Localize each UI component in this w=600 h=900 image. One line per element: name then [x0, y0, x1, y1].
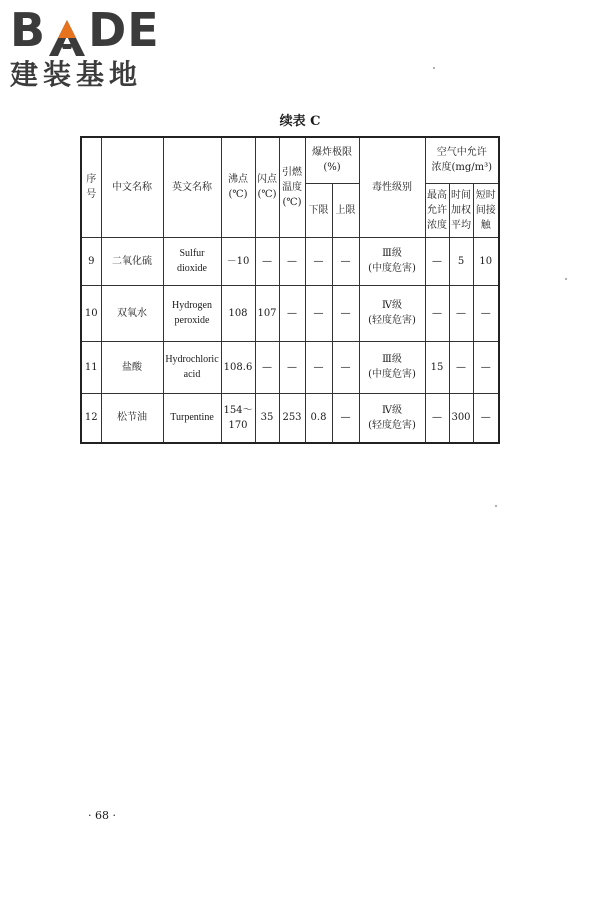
row-time-weighted: 5: [449, 237, 473, 285]
row-time-weighted: —: [449, 341, 473, 393]
header-max-allowed: 最高 允许 浓度: [425, 183, 449, 237]
logo-letters-de: DE: [88, 3, 160, 57]
table-title: 续表 C: [279, 114, 321, 129]
row-lower-limit: —: [305, 341, 332, 393]
row-flash-point: —: [255, 237, 279, 285]
page-number: · 68 ·: [88, 809, 116, 822]
row-cn-name: 二氧化硫: [101, 237, 163, 285]
row-flash-point: 35: [255, 393, 279, 443]
scan-speck: [565, 278, 567, 280]
row-en-name: Turpentine: [163, 393, 221, 443]
row-en-name: Hydrochloric acid: [163, 341, 221, 393]
header-toxicity: 毒性级别: [359, 137, 425, 237]
logo-subtitle: 建装基地: [10, 58, 143, 91]
row-flash-point: —: [255, 341, 279, 393]
header-cn-name: 中文名称: [101, 137, 163, 237]
row-lower-limit: 0.8: [305, 393, 332, 443]
row-time-weighted: —: [449, 285, 473, 341]
row-toxicity: Ⅲ级 (中度危害): [359, 341, 425, 393]
row-upper-limit: —: [332, 237, 359, 285]
row-no: 9: [81, 237, 101, 285]
row-short-term: —: [473, 393, 499, 443]
row-en-name: Hydrogen peroxide: [163, 285, 221, 341]
header-en-name: 英文名称: [163, 137, 221, 237]
table-row: [81, 237, 499, 285]
row-short-term: —: [473, 285, 499, 341]
row-max-allowed: 15: [425, 341, 449, 393]
row-no: 10: [81, 285, 101, 341]
row-max-allowed: —: [425, 393, 449, 443]
header-seq: 序 号: [81, 137, 101, 237]
table-row: [81, 393, 499, 443]
scan-speck: [433, 67, 435, 69]
header-air-concentration: 空气中允许 浓度(mg/m³): [425, 137, 499, 183]
header-lower-limit: 下限: [305, 183, 332, 237]
row-upper-limit: —: [332, 285, 359, 341]
row-boiling-point: 108.6: [221, 341, 255, 393]
row-toxicity: Ⅲ级 (中度危害): [359, 237, 425, 285]
header-time-weighted: 时间 加权 平均: [449, 183, 473, 237]
row-ignition-temp: 253: [279, 393, 305, 443]
row-cn-name: 盐酸: [101, 341, 163, 393]
header-row-1: [81, 137, 499, 183]
row-time-weighted: 300: [449, 393, 473, 443]
row-ignition-temp: —: [279, 341, 305, 393]
row-max-allowed: —: [425, 237, 449, 285]
logo-a-mark: [47, 16, 87, 56]
row-toxicity: Ⅳ级 (轻度危害): [359, 393, 425, 443]
table-row: [81, 285, 499, 341]
row-boiling-point: －10: [221, 237, 255, 285]
scan-speck: [495, 505, 497, 507]
row-lower-limit: —: [305, 237, 332, 285]
row-en-name: Sulfur dioxide: [163, 237, 221, 285]
header-flash-point: 闪点 (℃): [255, 137, 279, 237]
row-ignition-temp: —: [279, 285, 305, 341]
header-upper-limit: 上限: [332, 183, 359, 237]
row-short-term: —: [473, 341, 499, 393]
row-lower-limit: —: [305, 285, 332, 341]
row-short-term: 10: [473, 237, 499, 285]
row-boiling-point: 154～ 170: [221, 393, 255, 443]
row-no: 12: [81, 393, 101, 443]
header-explosion-limit: 爆炸极限 (%): [305, 137, 359, 183]
bade-logo: [10, 4, 180, 96]
row-upper-limit: —: [332, 341, 359, 393]
header-ignition-temp: 引燃 温度 (℃): [279, 137, 305, 237]
row-flash-point: 107: [255, 285, 279, 341]
row-cn-name: 松节油: [101, 393, 163, 443]
row-boiling-point: 108: [221, 285, 255, 341]
hazard-data-table: [80, 136, 500, 444]
table-row: [81, 341, 499, 393]
row-cn-name: 双氧水: [101, 285, 163, 341]
logo-letter-b: B: [10, 3, 47, 57]
row-toxicity: Ⅳ级 (轻度危害): [359, 285, 425, 341]
header-boiling-point: 沸点 (℃): [221, 137, 255, 237]
row-no: 11: [81, 341, 101, 393]
row-upper-limit: —: [332, 393, 359, 443]
header-short-term: 短时 间接 触: [473, 183, 499, 237]
row-max-allowed: —: [425, 285, 449, 341]
logo-wordmark: [10, 4, 180, 56]
row-ignition-temp: —: [279, 237, 305, 285]
